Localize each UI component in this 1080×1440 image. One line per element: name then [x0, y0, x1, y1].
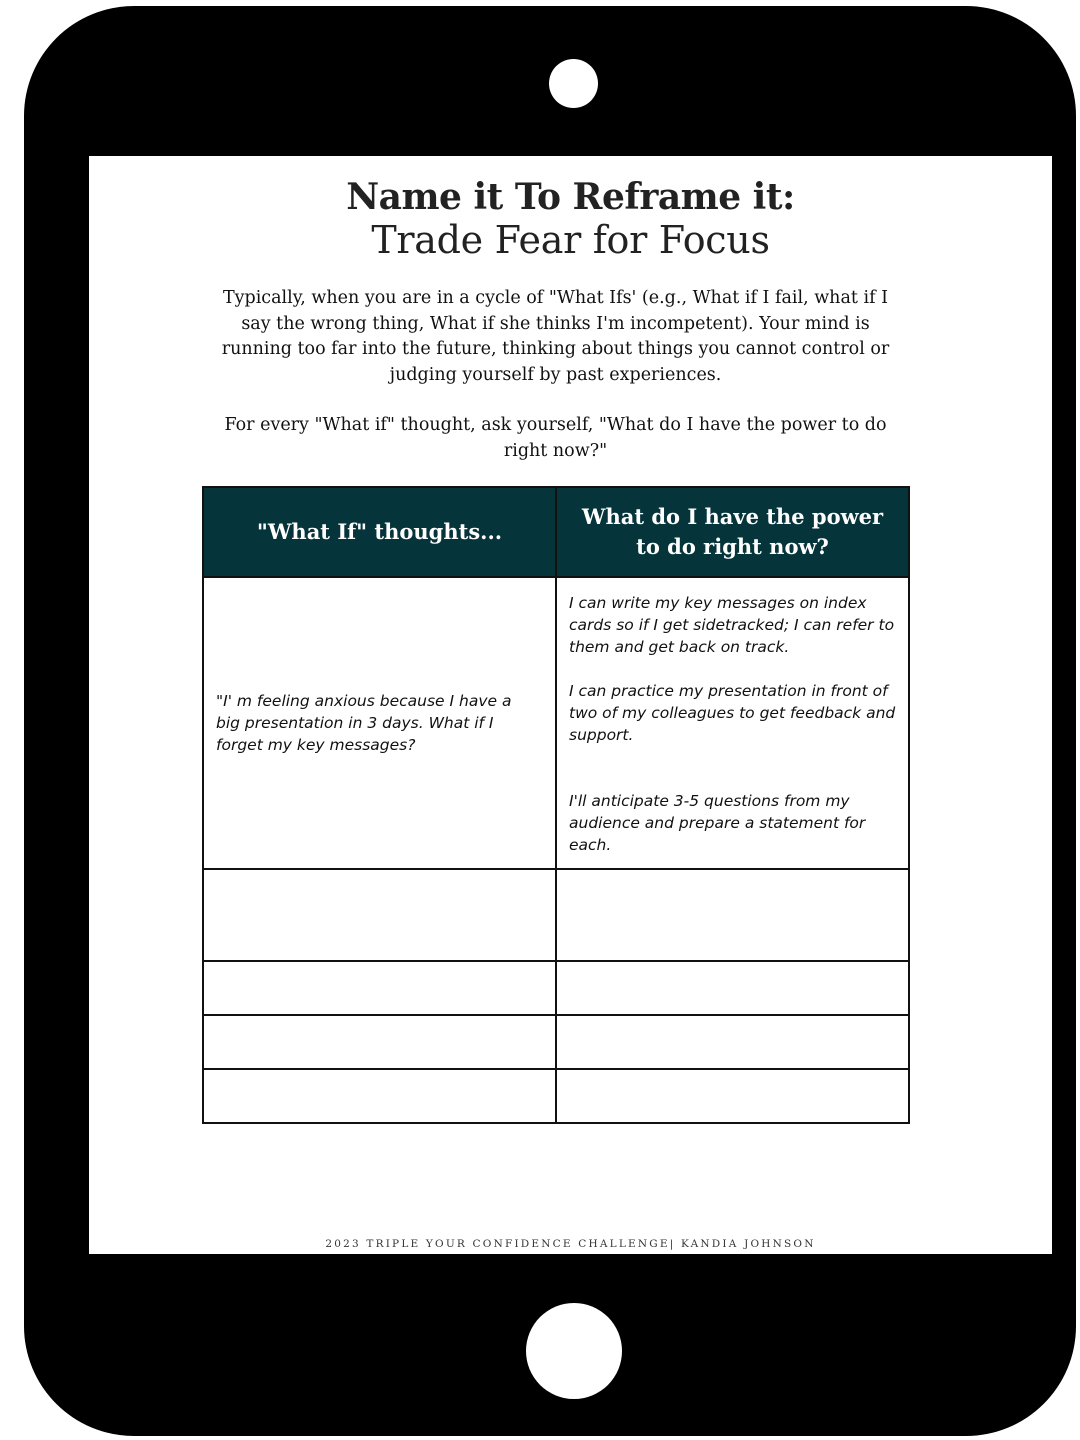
example-actions-cell[interactable]	[556, 577, 909, 869]
table-header-row	[203, 487, 909, 577]
camera-icon	[549, 59, 598, 108]
column-header-what-if: "What If" thoughts...	[203, 487, 556, 577]
example-thought-text: "I' m feeling anxious because I have a big presentation in 3 days. What if I forget my key messages?	[216, 692, 512, 754]
blank-thought-cell[interactable]	[203, 1069, 556, 1123]
action-item: I can write my key messages on index cards so if I get sidetracked; I can refer to them and get back on track.	[569, 594, 895, 656]
blank-thought-cell[interactable]	[203, 961, 556, 1015]
page-subtitle: Trade Fear for Focus	[371, 218, 770, 262]
blank-action-cell[interactable]	[556, 1069, 909, 1123]
intro-paragraph: Typically, when you are in a cycle of "What Ifs' (e.g., What if I fail, what if I say the wrong thing, What if she thinks I'm incompetent). Your mind is running too far into the future, thinking about things you cannot control or judging yourself by past experiences.	[221, 288, 890, 385]
home-button[interactable]	[526, 1303, 622, 1399]
action-item: I can practice my presentation in front of two of my colleagues to get feedback and support.	[569, 682, 896, 744]
blank-thought-cell[interactable]	[203, 1015, 556, 1069]
table-row-example	[203, 577, 909, 869]
blank-thought-cell[interactable]	[203, 869, 556, 961]
blank-action-cell[interactable]	[556, 1015, 909, 1069]
blank-action-cell[interactable]	[556, 961, 909, 1015]
page-title: Name it To Reframe it:	[346, 176, 795, 218]
example-thought-cell[interactable]	[203, 577, 556, 869]
table-row-blank	[203, 1069, 909, 1123]
instruction-paragraph: For every "What if" thought, ask yourself, "What do I have the power to do right now?"	[224, 415, 887, 461]
worksheet-page	[89, 156, 1052, 1254]
reframe-table	[202, 486, 910, 1124]
table-row-blank	[203, 1015, 909, 1069]
blank-action-cell[interactable]	[556, 869, 909, 961]
table-row-blank	[203, 961, 909, 1015]
action-item: I'll anticipate 3-5 questions from my audience and prepare a statement for each.	[569, 792, 866, 854]
tablet-frame	[24, 6, 1076, 1436]
page-footer: 2023 TRIPLE YOUR CONFIDENCE CHALLENGE| KANDIA JOHNSON	[325, 1238, 816, 1250]
column-header-power: What do I have the power to do right now?	[556, 487, 909, 577]
table-row-blank	[203, 869, 909, 961]
